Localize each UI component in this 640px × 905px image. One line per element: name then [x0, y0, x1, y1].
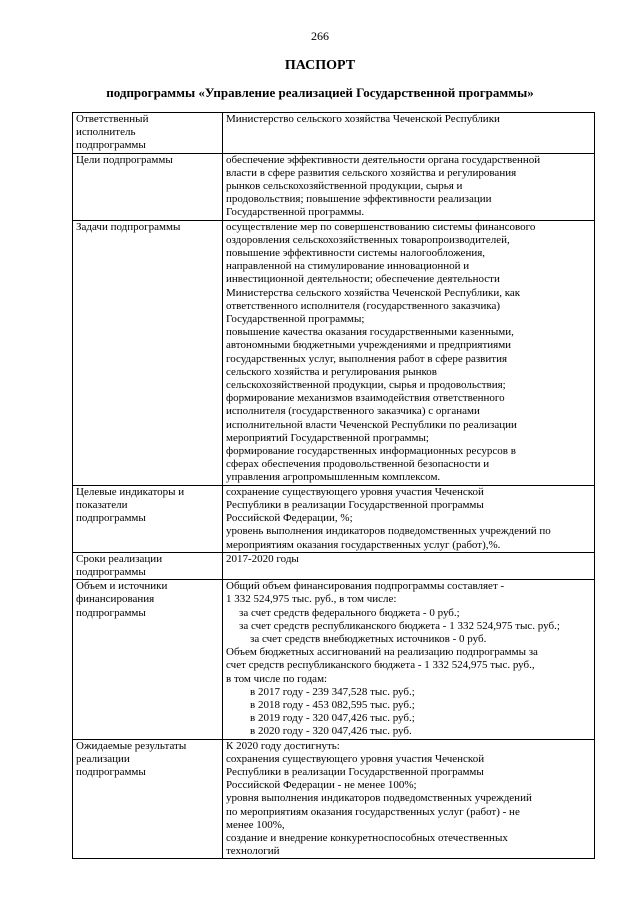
row-label: Целевые индикаторы и показатели подпрограммы: [73, 485, 223, 552]
passport-row-tasks: [73, 220, 595, 485]
row-content: обеспечение эффективности деятельности органа государственной власти в сфере развития сельского хозяйства и регулирования рынков сельскохозяйственной продукции, сырья и продовольствия; повышение эффективности реализации Государственной программы.: [223, 153, 595, 220]
passport-row-goals: [73, 153, 595, 220]
row-label: Сроки реализации подпрограммы: [73, 552, 223, 579]
row-content: сохранение существующего уровня участия Чеченской Республики в реализации Государственной программы Российской Федерации, %; уровень выполнения индикаторов подведомственных учреждений по мероприятиям оказания государственных услуг (работ),%.: [223, 485, 595, 552]
row-label: Задачи подпрограммы: [73, 220, 223, 485]
passport-table: [72, 112, 595, 859]
row-label: Объем и источники финансирования подпрограммы: [73, 580, 223, 739]
row-content: 2017-2020 годы: [223, 552, 595, 579]
passport-row-target-indicators: [73, 485, 595, 552]
passport-row-timeline: [73, 552, 595, 579]
passport-row-responsible-executor: [73, 113, 595, 154]
row-content: Общий объем финансирования подпрограммы составляет - 1 332 524,975 тыс. руб., в том числе: за счет средств федерального бюджета - 0 руб.; за счет средств республиканского бюджета - 1 332 524,975 тыс. руб.; за счет средств внебюджетных источников - 0 руб. Объем бюджетных ассигнований на реализацию подпрограммы за счет средств республиканского бюджета - 1 332 524,975 тыс. руб., в том числе по годам: в 2017 году - 239 347,528 тыс. руб.; в 2018 году - 453 082,595 тыс. руб.; в 2019 году - 320 047,426 тыс. руб.; в 2020 году - 320 047,426 тыс. руб.: [223, 580, 595, 739]
document-subtitle: подпрограммы «Управление реализацией Государственной программы»: [106, 85, 534, 100]
row-content: К 2020 году достигнуть: сохранения существующего уровня участия Чеченской Республики в реализации Государственной программы Российской Федерации - не менее 100%; уровня выполнения индикаторов подведомственных учреждений по мероприятиям оказания государственных услуг (работ) - не менее 100%, создание и внедрение конкуретноспособных отечественных технологий: [223, 739, 595, 859]
document-title: ПАСПОРТ: [284, 58, 356, 73]
row-content: Министерство сельского хозяйства Чеченской Республики: [223, 113, 595, 154]
row-label: Цели подпрограммы: [73, 153, 223, 220]
row-content: осуществление мер по совершенствованию системы финансового оздоровления сельскохозяйственных товаропроизводителей, повышение эффективности системы налогообложения, направленной на стимулирование инновационной и инвестиционной деятельности; обеспечение деятельности Министерства сельского хозяйства Чеченской Республики, как ответственного исполнителя (государственного заказчика) Государственной программы; повышение качества оказания государственными казенными, автономными бюджетными учреждениями и предприятиями государственных услуг, выполнения работ в сфере развития сельского хозяйства и регулирования рынков сельскохозяйственной продукции, сырья и продовольствия; формирование механизмов взаимодействия ответственного исполнителя (государственного заказчика) с органами исполнительной власти Чеченской Республики по реализации мероприятий Государственной программы; формирование государственных информационных ресурсов в сферах обеспечения продовольственной безопасности и управления агропромышленным комплексом.: [223, 220, 595, 485]
page-number: 266: [311, 29, 329, 43]
passport-row-expected-results: [73, 739, 595, 859]
passport-row-funding: [73, 580, 595, 739]
row-label: Ответственный исполнитель подпрограммы: [73, 113, 223, 154]
row-label: Ожидаемые результаты реализации подпрограммы: [73, 739, 223, 859]
